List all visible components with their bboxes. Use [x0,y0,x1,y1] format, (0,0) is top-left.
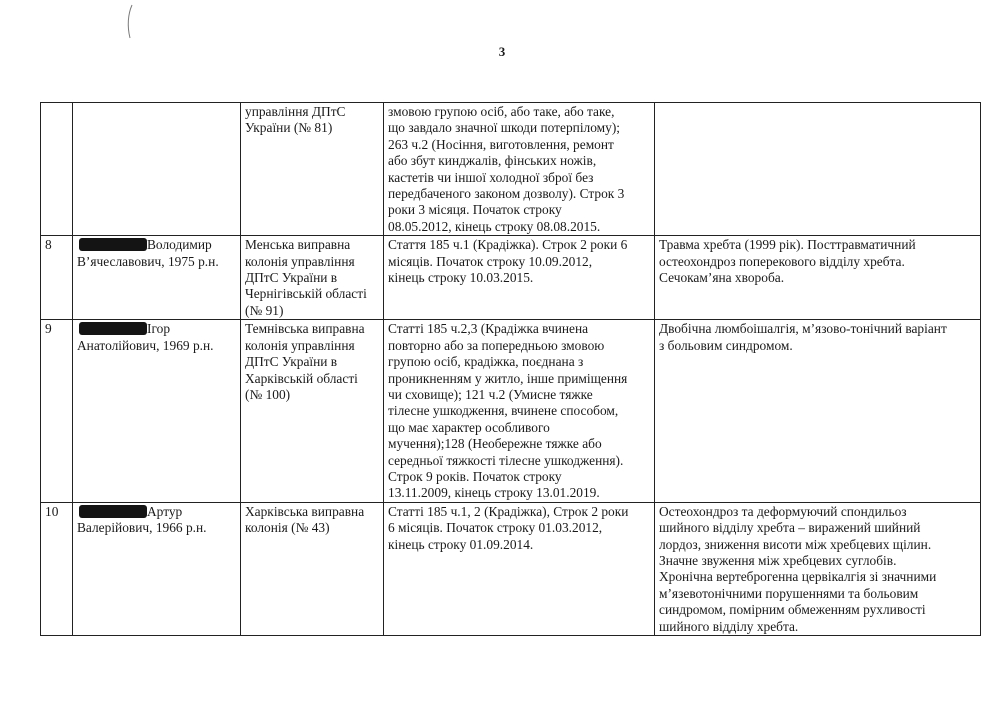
colony-line: (№ 91) [245,302,284,318]
article-line: 6 місяців. Початок строку 01.03.2012, [388,520,603,536]
first-name: Артур [147,503,183,519]
redacted-surname [79,322,147,335]
colony-cell [241,502,384,635]
article-line: або збут кинджалів, фінських ножів, [388,153,597,169]
pen-mark [122,4,142,40]
article-line: що має характер особливого [388,419,550,435]
diagnosis-cell [655,236,981,320]
colony-line: Чернігівській області [245,286,367,302]
diagnosis-line: Хронічна вертеброгенна цервікалгія зі значними [659,569,937,585]
diagnosis-line: м’язевотонічними порушеннями та больовим [659,585,919,601]
diagnosis-cell [655,502,981,635]
article-line: змовою групою осіб, або таке, або таке, [388,104,615,119]
article-line: що завдало значної шкоди потерпілому); [388,120,621,136]
colony-line: колонія (№ 43) [245,520,330,536]
person-line: Валерійович, 1966 р.н. [77,520,207,536]
diagnosis-cell [655,320,981,502]
article-line: Строк 9 років. Початок строку [388,468,562,484]
article-line: Статті 185 ч.2,3 (Крадіжка вчинена [388,321,589,337]
diagnosis-line: лордоз, зниження висоти між хребцевих щілин. [659,536,932,552]
article-cell [384,103,655,236]
article-line: 263 ч.2 (Носіння, виготовлення, ремонт [388,136,614,152]
first-name: Ігор [147,321,171,337]
diagnosis-line: Двобічна люмбоішалгія, м’язово-тонічний варіант [659,321,947,337]
table-row [41,236,981,320]
table-row [41,103,981,236]
colony-line: ДПтС України в [245,270,338,286]
article-line: Статті 185 ч.1, 2 (Крадіжка), Строк 2 роки [388,503,629,519]
diagnosis-line: з больовим синдромом. [659,337,793,353]
redacted-surname [79,238,147,251]
colony-line: ДПтС України в [245,354,338,370]
person-line: Анатолійович, 1969 р.н. [77,337,214,353]
prisoner-table [40,102,981,636]
colony-line: Менська виправна [245,237,351,253]
article-line: повторно або за попередньою змовою [388,337,605,353]
colony-cell [241,103,384,236]
person-first-line [77,504,236,520]
colony-line: Харківська виправна [245,503,365,519]
colony-line: (№ 100) [245,386,291,402]
table-row [41,320,981,502]
colony-cell [241,320,384,502]
article-line: проникненням у житло, інше приміщення [388,370,628,386]
article-line: кінець строку 01.09.2014. [388,536,534,552]
person-first-line [77,237,236,253]
diagnosis-cell [655,103,981,236]
colony-line: колонія управління [245,337,355,353]
article-line: мучення);128 (Необережне тяжке або [388,436,602,452]
article-line: кастетів чи іншої холодної зброї без [388,169,594,185]
diagnosis-line: Значне звуження між хребцевих суглобів. [659,552,897,568]
article-line: 13.11.2009, кінець строку 13.01.2019. [388,485,600,501]
row-number: 8 [41,236,73,320]
person-cell [73,320,241,502]
article-line: роки 3 місяця. Початок строку [388,202,562,218]
colony-line: колонія управління [245,253,355,269]
colony-line: Темнівська виправна [245,321,365,337]
article-line: тілесне ушкодження, вчинене способом, [388,403,619,419]
article-line: середньої тяжкості тілесне ушкодження). [388,452,624,468]
article-line: чи сховище); 121 ч.2 (Умисне тяжке [388,386,593,402]
row-number [41,103,73,236]
person-first-line [77,321,236,337]
article-line: 08.05.2012, кінець строку 08.08.2015. [388,218,601,234]
page-number: 3 [498,44,506,59]
row-number: 9 [41,320,73,502]
first-name: Володимир [147,237,212,253]
diagnosis-line: Травма хребта (1999 рік). Посттравматичний [659,237,916,253]
table-row [41,502,981,635]
person-cell [73,502,241,635]
article-cell [384,236,655,320]
colony-line: України (№ 81) [245,120,333,136]
colony-line: управління ДПтС [245,104,346,119]
diagnosis-line: Остеохондроз та деформуючий спондильоз [659,503,907,519]
diagnosis-line: шийного відділу хребта. [659,618,799,634]
diagnosis-line: остеохондроз поперекового відділу хребта. [659,253,905,269]
diagnosis-line: синдромом, помірним обмеженням рухливості [659,602,926,618]
diagnosis-line: шийного відділу хребта – виражений шийний [659,520,921,536]
article-cell [384,502,655,635]
colony-cell [241,236,384,320]
redacted-surname [79,505,147,518]
article-line: місяців. Початок строку 10.09.2012, [388,253,593,269]
person-cell [73,103,241,236]
article-line: передбаченого законом дозволу). Строк 3 [388,186,625,202]
diagnosis-line: Сечокам’яна хвороба. [659,270,785,286]
article-line: Стаття 185 ч.1 (Крадіжка). Строк 2 роки 6 [388,237,628,253]
person-cell [73,236,241,320]
article-cell [384,320,655,502]
row-number: 10 [41,502,73,635]
person-line: В’ячеславович, 1975 р.н. [77,253,219,269]
colony-line: Харківській області [245,370,358,386]
article-line: кінець строку 10.03.2015. [388,270,534,286]
article-line: групою осіб, крадіжка, поєднана з [388,354,584,370]
